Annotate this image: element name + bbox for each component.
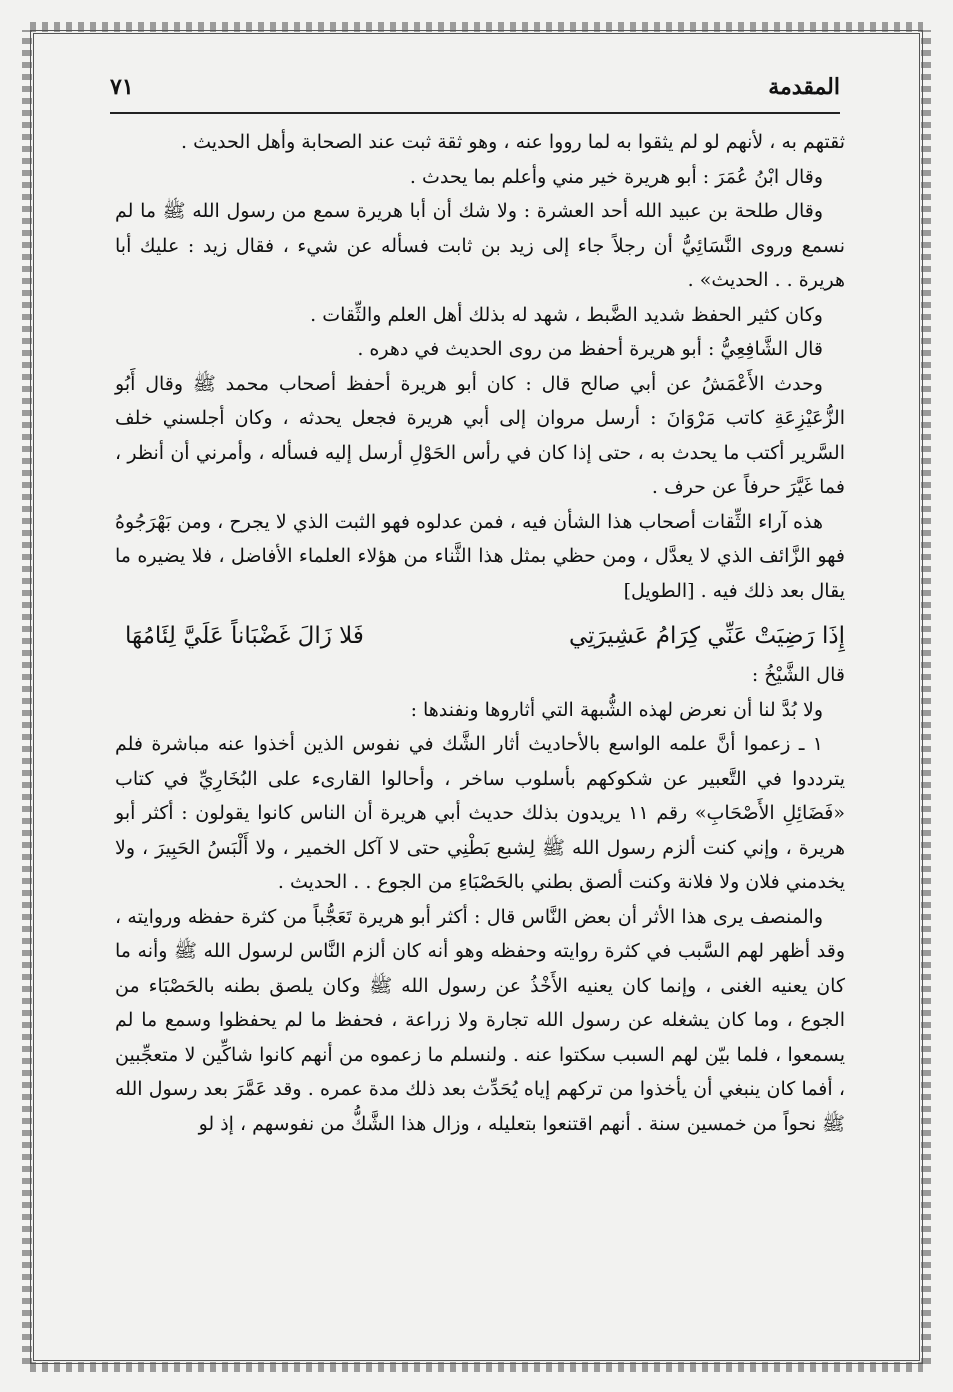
paragraph: وحدث الأَعْمَشُ عن أبي صالح قال : كان أبو هريرة أحفظ أصحاب محمد ﷺ وقال أَبُو الزُّعَيْزِعَةِ كاتب مَرْوَانَ : أرسل مروان إلى أبي هريرة فجعل يحدثه ، وكان أجلسني خلف السَّرير أكتب ما يحدث به ، حتى إذا كان في رأس الحَوْلِ أرسل إليه فسأله ، وأمرني أن أنظر ، فما غَيَّرَ حرفاً عن حرف . xyxy=(115,372,845,498)
header-rule xyxy=(110,112,840,114)
paragraph: ثقتهم به ، لأنهم لو لم يثقوا به لما رووا عنه ، وهو ثقة ثبت عند الصحابة وأهل الحديث . xyxy=(181,131,845,153)
verse-first-hemistich: إِذَا رَضِيَتْ عَنِّي كِرَامُ عَشِيرَتِي xyxy=(569,623,845,649)
paragraph: وكان كثير الحفظ شديد الضَّبط ، شهد له بذلك أهل العلم والثِّقات . xyxy=(310,303,823,326)
page-number: ٧١ xyxy=(110,74,134,100)
paragraph: وقال طلحة بن عبيد الله أحد العشرة : ولا شك أن أبا هريرة سمع من رسول الله ﷺ ما لم نسمع وروى النَّسَائِيُّ أن رجلاً جاء إلى زيد بن ثابت فسأله عن شيء ، فقال زيد : عليك أبا هريرة . . الحديث» . xyxy=(115,200,845,291)
paragraph: والمنصف يرى هذا الأثر أن بعض النَّاس قال : أكثر أبو هريرة تَعَجُّباً من كثرة حفظه وروايته ، وقد أظهر لهم السَّبب في كثرة روايته وحفظه وهو أنه كان ألزم النَّاس لرسول الله ﷺ وأنه ما كان يعنيه الغنى ، وإنما كان يعنيه الأَخْذُ عن رسول الله ﷺ وكان يلصق بطنه بالحَصْبَاء من الجوع ، وما كان يشغله عن رسول الله تجارة ولا زراعة ، فحفظ ما لم يحفظوا وسمع ما لم يسمعوا ، فلما بيّن لهم السبب سكتوا عنه . ولنسلم ما زعموه من أنهم كانوا شاكِّين لا متعجِّبين ، أفما كان ينبغي أن يأخذوا من تركهم إياه يُحَدِّث بعد ذلك مدة عمره . وقد عَمَّرَ بعد رسول الله ﷺ نحواً من خمسين سنة . أنهم اقتنعوا بتعليله ، وزال هذا الشَّكُّ من نفوسهم ، إذ لو xyxy=(115,905,845,1135)
chapter-title: المقدمة xyxy=(768,74,840,100)
page-header xyxy=(110,70,840,110)
poetry-verse xyxy=(115,614,845,658)
verse-second-hemistich: فَلا زَالَ غَضْبَاناً عَلَيَّ لِئَامُهَا xyxy=(125,623,364,649)
paragraph: قال الشَّافِعِيُّ : أبو هريرة أحفظ من روى الحديث في دهره . xyxy=(357,338,823,360)
paragraph: ١ ـ زعموا أنَّ علمه الواسع بالأحاديث أثار الشَّك في نفوس الذين أخذوا عنه مباشرة فلم يترددوا في التَّعبير عن شكوكهم بأسلوب ساخر ، وأحالوا القارىء على البُخَارِيِّ في كتاب «فَضَائِلِ الأَصْحَابِ» رقم ١١ يريدون بذلك حديث أبي هريرة أن الناس كانوا يقولون : أكثر أبو هريرة ، وإني كنت ألزم رسول الله ﷺ لِشبع بَطْنِي حتى لا آكل الخمير ، ولا أَلْبَسُ الحَبِيرَ ، ولا يخدمني فلان ولا فلانة وكنت ألصق بطني بالحَصْبَاءِ من الجوع . . الحديث . xyxy=(115,733,846,893)
paragraph: ولا بُدَّ لنا أن نعرض لهذه الشُّبهة التي أثاروها ونفندها : xyxy=(410,698,823,721)
page-body xyxy=(115,125,845,1141)
paragraph: هذه آراء الثِّقات أصحاب هذا الشأن فيه ، فمن عدلوه فهو الثبت الذي لا يجرح ، ومن بَهْرَجُوهُ فهو الزَّائف الذي لا يعدَّل ، ومن حظي بمثل هذا الثَّناء من هؤلاء العلماء الأفاضل ، فلا يضيره ما يقال بعد ذلك فيه . [الطويل] xyxy=(115,510,845,602)
paragraph: قال الشَّيْخُ : xyxy=(751,664,845,686)
paragraph: وقال ابْنُ عُمَرَ : أبو هريرة خير مني وأعلم بما يحدث . xyxy=(409,165,823,188)
